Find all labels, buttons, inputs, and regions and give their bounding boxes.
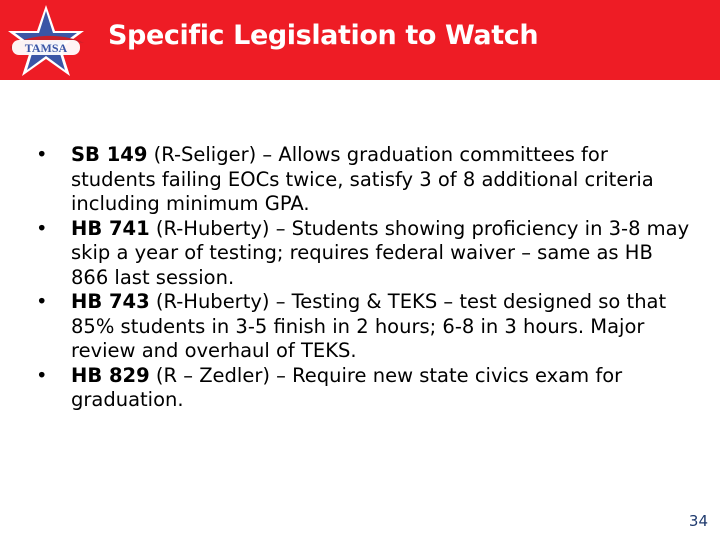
bullet-icon: • [36, 143, 48, 166]
star-icon [4, 3, 88, 79]
bill-number: HB 829 [71, 363, 150, 387]
bill-number: HB 743 [71, 290, 150, 313]
bullet-icon: • [36, 363, 48, 387]
bill-description: (R-Huberty) – Testing & TEKS – test designed so that 85% students in 3-5 finish in 2 hours; 6-8 in 3 hours. Major review and overhaul of TEKS. [71, 290, 667, 362]
header-bar [0, 0, 720, 80]
list-item [36, 143, 696, 217]
bill-number: SB 149 [71, 143, 148, 166]
bill-description: (R – Zedler) – Require new state civics exam for graduation. [71, 363, 623, 411]
logo-text: TAMSA [24, 41, 68, 55]
legislation-list [36, 143, 696, 413]
bullet-icon: • [36, 216, 48, 240]
bullet-icon: • [36, 290, 48, 313]
list-item [36, 364, 696, 413]
bill-description: (R-Huberty) – Students showing proficiency in 3-8 may skip a year of testing; requires federal waiver – same as HB 866 last session. [71, 216, 690, 289]
bill-description: (R-Seliger) – Allows graduation committees for students failing EOCs twice, satisfy 3 of 8 additional criteria including minimum GPA. [71, 143, 654, 215]
page-number: 34 [688, 512, 708, 530]
list-item [36, 290, 696, 364]
slide-title: Specific Legislation to Watch [108, 20, 539, 51]
bill-number: HB 741 [71, 216, 150, 240]
list-item [36, 217, 696, 291]
tamsa-logo [4, 3, 88, 79]
